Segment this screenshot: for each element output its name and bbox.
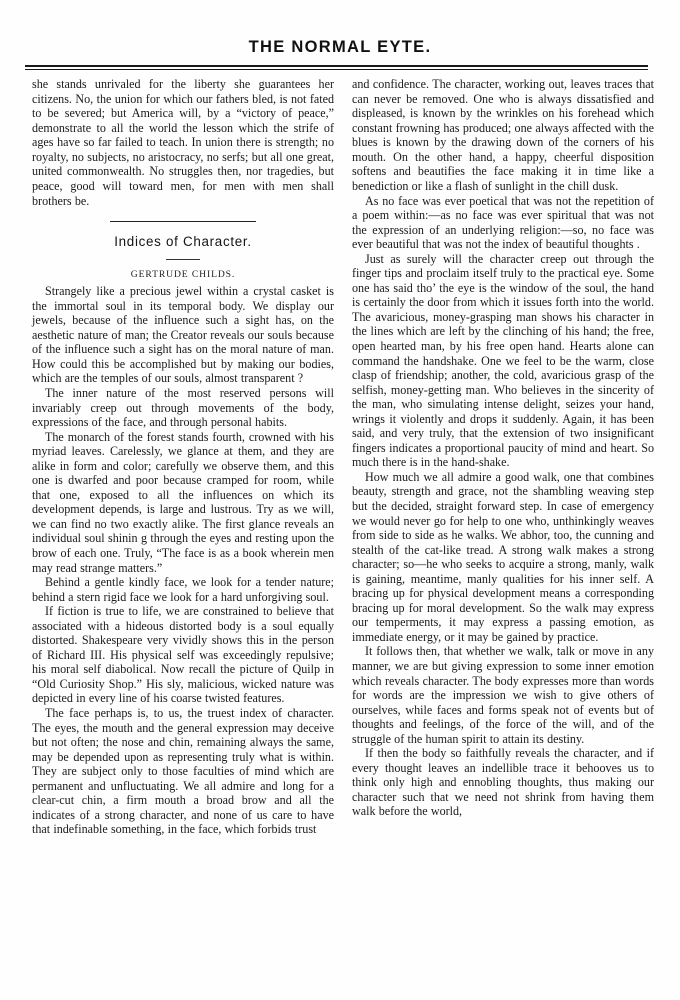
left-column xyxy=(32,77,334,837)
two-column-body xyxy=(32,77,655,837)
article-byline: GERTRUDE CHILDS. xyxy=(130,269,236,281)
article-paragraph: If then the body so faithfully reveals the character, and if every thought leaves an indellible trace it behooves us to think only high and ennobling thoughts, thus making our character such that we need not shrink from having them walk before the world, xyxy=(352,746,654,819)
masthead-divider-rule xyxy=(25,65,648,70)
article-paragraph: If fiction is true to life, we are constrained to believe that associated with a hideous distorted body is a soul equally distorted. Shakespeare very vividly shows this in the person of Richard III. His physical self was exceedingly repulsive; his moral self diabolical. Now recall the picture of Quilp in “Old Curiosity Shop.” His sly, malicious, wicked nature was depicted in every line of his coarse twisted features. xyxy=(32,604,334,706)
right-column xyxy=(352,77,654,819)
article-paragraph: The inner nature of the most reserved persons will invariably creep out through movements of the body, expressions of the face, and through personal habits. xyxy=(32,385,334,430)
article-paragraph: As no face was ever poetical that was not the repetition of a poem within:—as no face was ever spiritual that was not the expression of an underlying religion:—so, no face was ever beautiful that was not the index of beautiful thoughts . xyxy=(352,193,654,252)
publication-title: THE NORMAL EYTE. xyxy=(248,38,432,56)
byline-divider-rule xyxy=(166,259,200,260)
continued-paragraph: she stands unrivaled for the liberty she guarantees her citizens. No, the union for which our fathers bled, is not fated to be severed; but America will, by a “victory of peace,” demonstrate to all the world the lesson which the strife of ages have so far failed to teach. In union there is strength; no royalty, no subjects, no aristocracy, no serfs; but all one great, united commonwealth. No struggles then, nor tragedies, but peace, good will toward men, for men with men shall brothers be. xyxy=(32,77,334,208)
article-paragraph: and confidence. The character, working out, leaves traces that can never be removed. One who is always dissatisfied and displeased, is known by the wrinkles on his forehead which constant frowning has produced; one always affected with the blues is known by the drawing down of the corners of his mouth. On the other hand, a happy, cheerful disposition softens and beautifies the face making it in time like a benediction or like a flash of sunlight in the chill dusk. xyxy=(352,77,654,193)
article-title: Indices of Character. xyxy=(114,234,252,250)
article-paragraph: It follows then, that whether we walk, talk or move in any manner, we are but giving expression to some inner emotion which reveals character. The body expresses more than words for words are the impression we wish to give others of ourselves, while faces and forms speak not of events but of thoughts and feelings, of the force of the will, and of the struggle of the human spirit to attain its destiny. xyxy=(352,644,654,746)
article-paragraph: Just as surely will the character creep out through the finger tips and proclaim itself truly to the practical eye. Some one has said tho’ the eye is the window of the soul, the hand is certainly the door from which it issues forth into the world. The avaricious, money-grasping man shows his character in the lines which are left by the clinching of his hand; the free, open hearted man, by his free open hand. Hearts alone can command the handshake. One we feel to be the warm, close clasp of friendship; another, the cold, avaricious grasp of the selfish, money-getting man. Who believes in the sincerity of the man, who simulating intense delight, seizes your hand, wrings it violently and drops it suddenly. Again, it has been said, and very truly, that the extension of two insignificant fingers indicates a proportional paucity of mind and heart. So much there is in the hand-shake. xyxy=(352,251,654,470)
article-paragraph: The face perhaps is, to us, the truest index of character. The eyes, the mouth and the general expression may deceive but not often; the nose and chin, remaining always the same, may be depended upon as representing truly what is within. They are subject only to those faculties of mind which are permanent and unfluctuating. We all admire and long for a clear-cut chin, a firm mouth a broad brow and all the indicates of a strong character, and none of us care to have that indefinable something, in the face, which forbids trust xyxy=(32,706,334,837)
article-paragraph: How much we all admire a good walk, one that combines beauty, strength and grace, not the shambling weaving step but the decided, straight forward step. In case of emergency we would never go for help to one who, unthinkingly weaves from side to side as he walks. We abhor, too, the cunning and stealth of the cat-like tread. A strong walk makes a strong character; so—he who seeks to acquire a strong, manly, walk is gaining, meantime, manly qualities for his inner self. A bracing up for physical development means a corresponding bracing up for moral development. So the walk may express our temperments, it may express a passing emotion, as immediate energy, or it may be gained by practice. xyxy=(352,469,654,644)
masthead xyxy=(0,0,680,56)
section-divider-rule xyxy=(110,221,256,222)
article-heading-block xyxy=(32,221,334,280)
article-paragraph: The monarch of the forest stands fourth, crowned with his myriad leaves. Carelessly, we glance at them, and they are alike in form and color; carefully we observe them, and this one is dwarfed and poor because cramped for room, while that one, exposed to all the influences on which its development depends, is large and lustrous. Try as we will, we can find no two exactly alike. The first glance reveals an individual soul shinin g through the eyes and resting upon the brow of each one. Truly, “The face is as a book wherein men may read strange matters.” xyxy=(32,429,334,575)
article-paragraph: Behind a gentle kindly face, we look for a tender nature; behind a stern rigid face we look for a hard unforgiving soul. xyxy=(32,575,334,604)
article-paragraph: Strangely like a precious jewel within a crystal casket is the immortal soul in its temporal body. We display our jewels, because of the influence such a sight has, on the aesthetic nature of man; the Creator reveals our souls because of the influence such a sight has on the moral nature of man. How could this be accomplished but by making our bodies, which are the temples of our souls, almost transparent ? xyxy=(32,284,334,386)
